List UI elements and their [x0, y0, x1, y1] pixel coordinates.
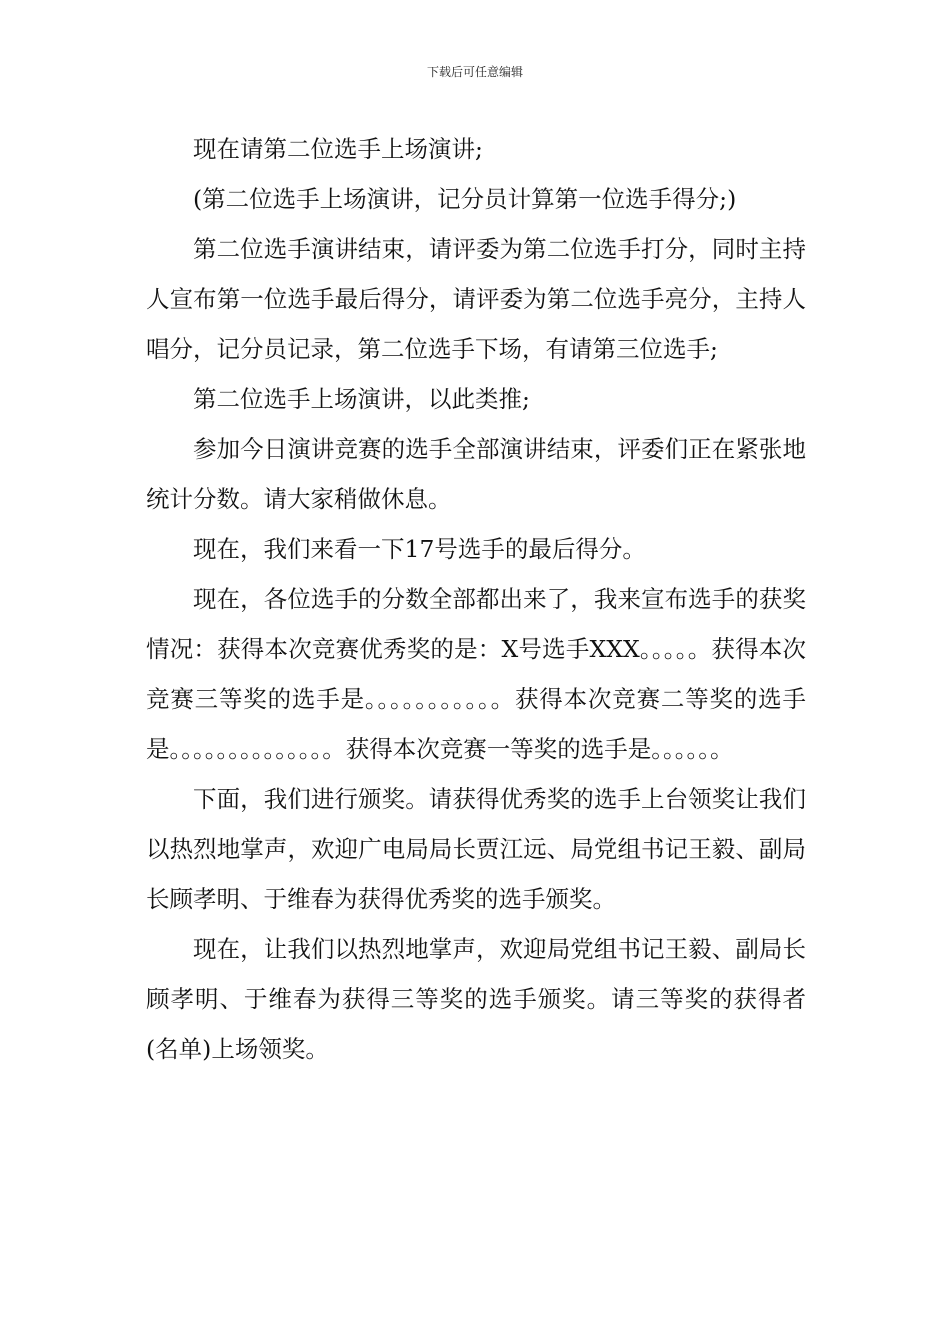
paragraph-9: 现在，让我们以热烈地掌声，欢迎局党组书记王毅、副局长顾孝明、于维春为获得三等奖的选手颁奖。请三等奖的获得者(名单)上场领奖。 — [146, 935, 806, 1063]
paragraph-7: 现在，各位选手的分数全部都出来了，我来宣布选手的获奖情况：获得本次竞赛优秀奖的是：X号选手XXX。。。。。获得本次竞赛三等奖的选手是。。。。。。。。。。。获得本次竞赛二等奖的选手是。。。。。。。。。。。。。。获得本次竞赛一等奖的选手是。。。。。。 — [146, 585, 806, 763]
paragraph-4: 第二位选手上场演讲，以此类推; — [193, 385, 530, 413]
document-body — [146, 124, 806, 1074]
paragraph-2: (第二位选手上场演讲，记分员计算第一位选手得分;) — [193, 185, 737, 213]
page-header: 下载后可任意编辑 — [426, 65, 523, 79]
paragraph-8: 下面，我们进行颁奖。请获得优秀奖的选手上台领奖让我们以热烈地掌声，欢迎广电局局长贾江远、局党组书记王毅、副局长顾孝明、于维春为获得优秀奖的选手颁奖。 — [146, 785, 806, 913]
paragraph-3: 第二位选手演讲结束，请评委为第二位选手打分，同时主持人宣布第一位选手最后得分，请评委为第二位选手亮分，主持人唱分，记分员记录，第二位选手下场，有请第三位选手; — [146, 235, 806, 363]
paragraph-1: 现在请第二位选手上场演讲; — [193, 135, 483, 163]
paragraph-6: 现在，我们来看一下17号选手的最后得分。 — [193, 535, 646, 563]
paragraph-5: 参加今日演讲竞赛的选手全部演讲结束，评委们正在紧张地统计分数。请大家稍做休息。 — [146, 435, 806, 513]
